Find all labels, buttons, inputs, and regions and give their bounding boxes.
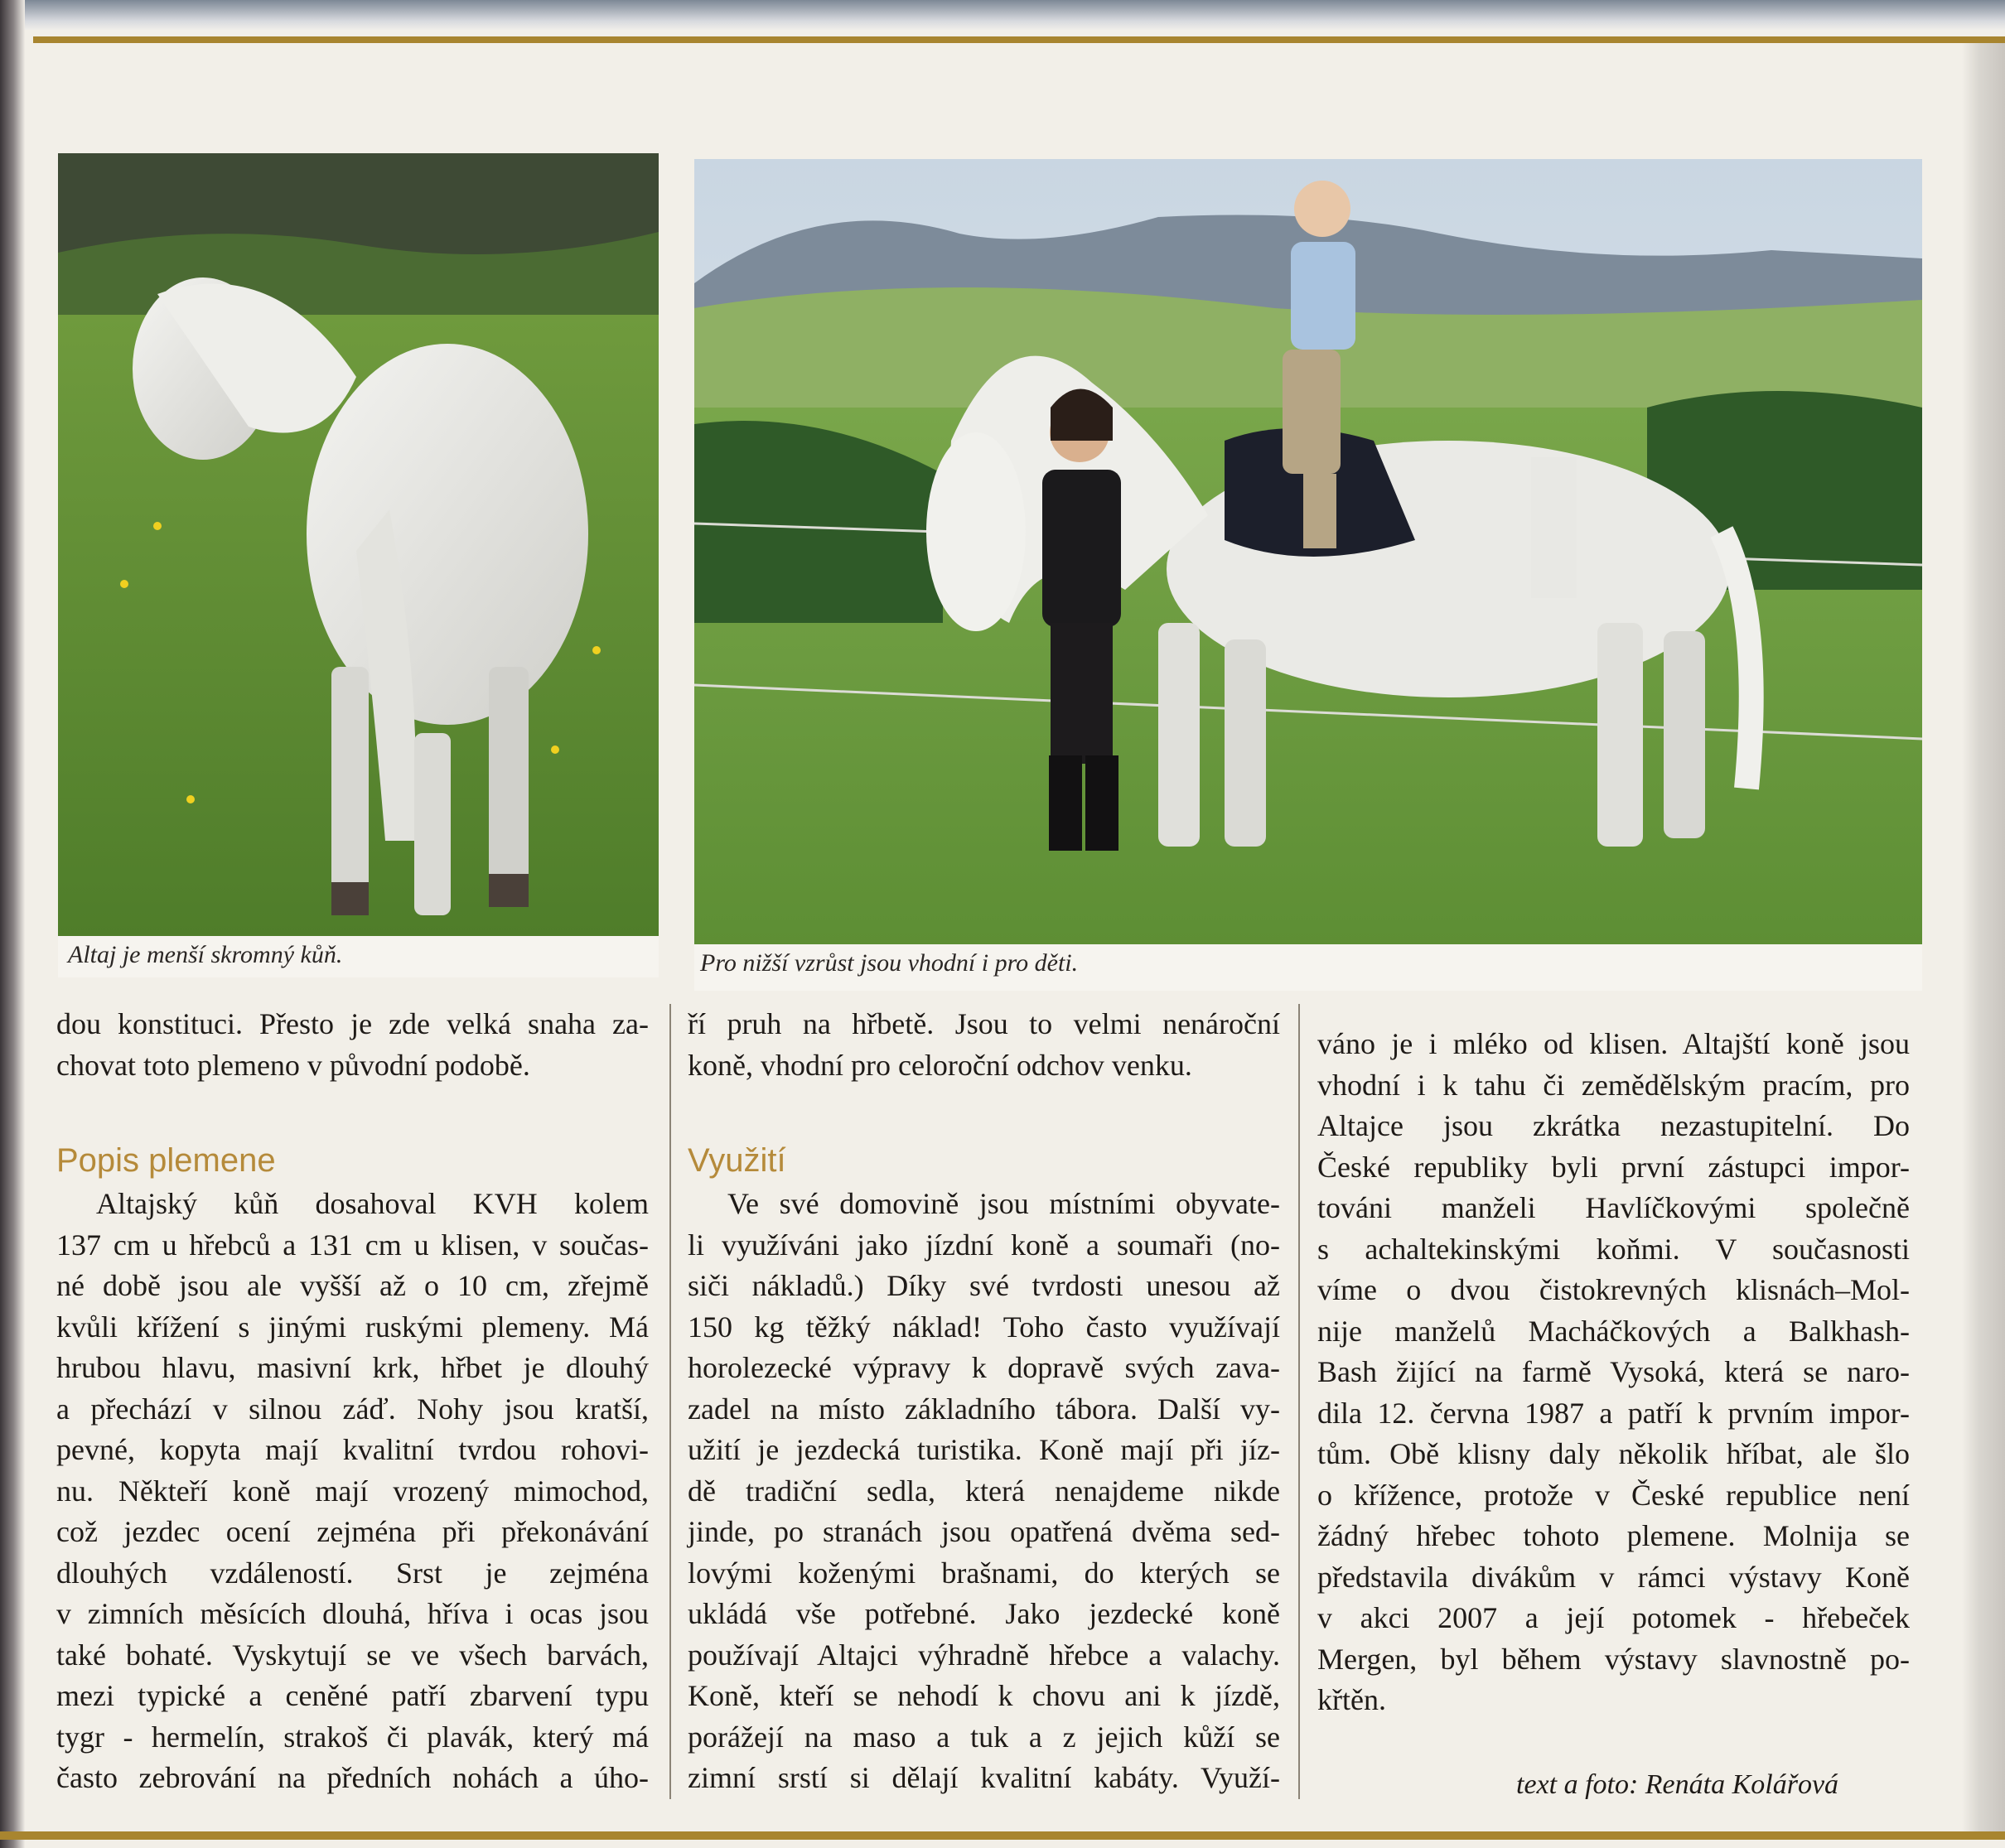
text-line: užití je jezdecká turistika. Koně mají při jíz- (688, 1433, 1280, 1466)
text-line: o křížence, protože v České republice není (1317, 1478, 1910, 1512)
text-line: ří pruh na hřbetě. Jsou to velmi nenároční (688, 1007, 1280, 1040)
text-line: 150 kg těžký náklad! Toho často využívají (688, 1310, 1280, 1344)
text-line: hrubou hlavu, masivní krk, hřbet je dlouhý (56, 1351, 649, 1384)
text-line: žádný hřebec tohoto plemene. Molnija se (1317, 1519, 1910, 1552)
text-line: České republiky byli první zástupci impor- (1317, 1150, 1910, 1184)
heading-breed-description: Popis plemene (56, 1142, 276, 1179)
photo-girls-with-horse (694, 159, 1922, 950)
text-line: váno je i mléko od klisen. Altajští koně jsou (1317, 1027, 1910, 1060)
text-line: zadel na místo základního tábora. Další vy- (688, 1392, 1280, 1426)
text-line: představila divákům v rámci výstavy Koně (1317, 1560, 1910, 1594)
text-line: Altajský kůň dosahoval KVH kolem (96, 1187, 649, 1220)
text-line: nu. Někteří koně mají vrozený mimochod, (56, 1474, 649, 1508)
text-line: v akci 2007 a její potomek - hřebeček (1317, 1601, 1910, 1634)
text-line: horolezecké výpravy k dopravě svých zava- (688, 1351, 1280, 1384)
scan-top-edge (0, 0, 2005, 30)
text-line: chovat toto plemeno v původní podobě. (56, 1048, 530, 1082)
heading-usage: Využití (688, 1142, 786, 1179)
text-line: li využíváni jako jízdní koně a soumaři (no- (688, 1228, 1280, 1262)
photo-white-horse (58, 153, 659, 936)
photo-caption-right: Pro nižší vzrůst jsou vhodní i pro děti. (700, 949, 1079, 977)
column-3 (1317, 1024, 1910, 1721)
text-line: zimní srstí si dělají kvalitní kabáty. Využí- (688, 1761, 1280, 1794)
text-line: Koně, kteří se nehodí k chovu ani k jízdě, (688, 1679, 1280, 1712)
column-divider-1 (669, 1004, 671, 1799)
text-line: porážejí na maso a tuk a z jejich kůží se (688, 1720, 1280, 1754)
text-line: lovými koženými brašnami, do kterých se (688, 1556, 1280, 1590)
text-line: Bash žijící na farmě Vysoká, která se naro- (1317, 1355, 1910, 1388)
text-line: tygr - hermelín, strakoš či plavák, který má (56, 1720, 649, 1754)
column-divider-2 (1298, 1004, 1300, 1799)
text-line: a přechází v silnou záď. Nohy jsou kratší, (56, 1392, 649, 1426)
text-line: né době jsou ale vyšší až o 10 cm, zřejmě (56, 1269, 649, 1302)
text-line: ukládá vše potřebné. Jako jezdecké koně (688, 1597, 1280, 1630)
text-line: vhodní i k tahu či zemědělským pracím, pro (1317, 1068, 1910, 1102)
text-line: často zebrování na předních nohách a úho- (56, 1761, 649, 1794)
text-line: což jezdec ocení zejména při překonávání (56, 1515, 649, 1548)
text-line: 137 cm u hřebců a 131 cm u klisen, v součas- (56, 1228, 649, 1262)
text-line: křtěn. (1317, 1683, 1386, 1716)
text-line: používají Altajci výhradně hřebce a valachy. (688, 1638, 1280, 1672)
text-line: víme o dvou čistokrevných klisnách–Mol- (1317, 1273, 1910, 1306)
page-gutter-shadow (0, 0, 25, 1848)
column-2 (688, 1004, 1280, 1799)
author-credit: text a foto: Renáta Kolářová (1516, 1769, 1839, 1800)
text-line: jinde, po stranách jsou opatřená dvěma sed- (688, 1515, 1280, 1548)
text-line: kvůli křížení s jinými ruskými plemeny. Má (56, 1310, 649, 1344)
text-line: Ve své domovině jsou místními obyvate- (727, 1187, 1280, 1220)
text-line: dila 12. června 1987 a patří k prvním impor- (1317, 1396, 1910, 1430)
top-gold-rule (33, 36, 2005, 43)
text-line: nije manželů Macháčkových a Balkhash- (1317, 1314, 1910, 1348)
text-line: také bohaté. Vyskytují se ve všech barvách, (56, 1638, 649, 1672)
text-line: dě tradiční sedla, která nenajdeme nikde (688, 1474, 1280, 1508)
text-line: továni manželi Havlíčkovými společně (1317, 1191, 1910, 1224)
text-line: pevné, kopyta mají kvalitní tvrdou rohovi- (56, 1433, 649, 1466)
text-line: dlouhých vzdáleností. Srst je zejména (56, 1556, 649, 1590)
text-line: Mergen, byl během výstavy slavnostně po- (1317, 1642, 1910, 1676)
page-right-edge (1962, 43, 2005, 1831)
text-line: siči nákladů.) Díky své tvrdosti unesou až (688, 1269, 1280, 1302)
text-line: mezi typické a ceněné patří zbarvení typu (56, 1679, 649, 1712)
text-line: Altajce jsou zkrátka nezastupitelní. Do (1317, 1109, 1910, 1142)
text-line: tům. Obě klisny daly několik hříbat, ale šlo (1317, 1437, 1910, 1470)
bottom-gold-rule (0, 1831, 2005, 1840)
text-line: s achaltekinskými koňmi. V současnosti (1317, 1232, 1910, 1266)
text-line: koně, vhodní pro celoroční odchov venku. (688, 1048, 1192, 1082)
text-line: dou konstituci. Přesto je zde velká snaha za- (56, 1007, 649, 1040)
column-1 (56, 1004, 649, 1799)
text-line: v zimních měsících dlouhá, hříva i ocas jsou (56, 1597, 649, 1630)
photo-caption-left: Altaj je menší skromný kůň. (68, 941, 343, 968)
